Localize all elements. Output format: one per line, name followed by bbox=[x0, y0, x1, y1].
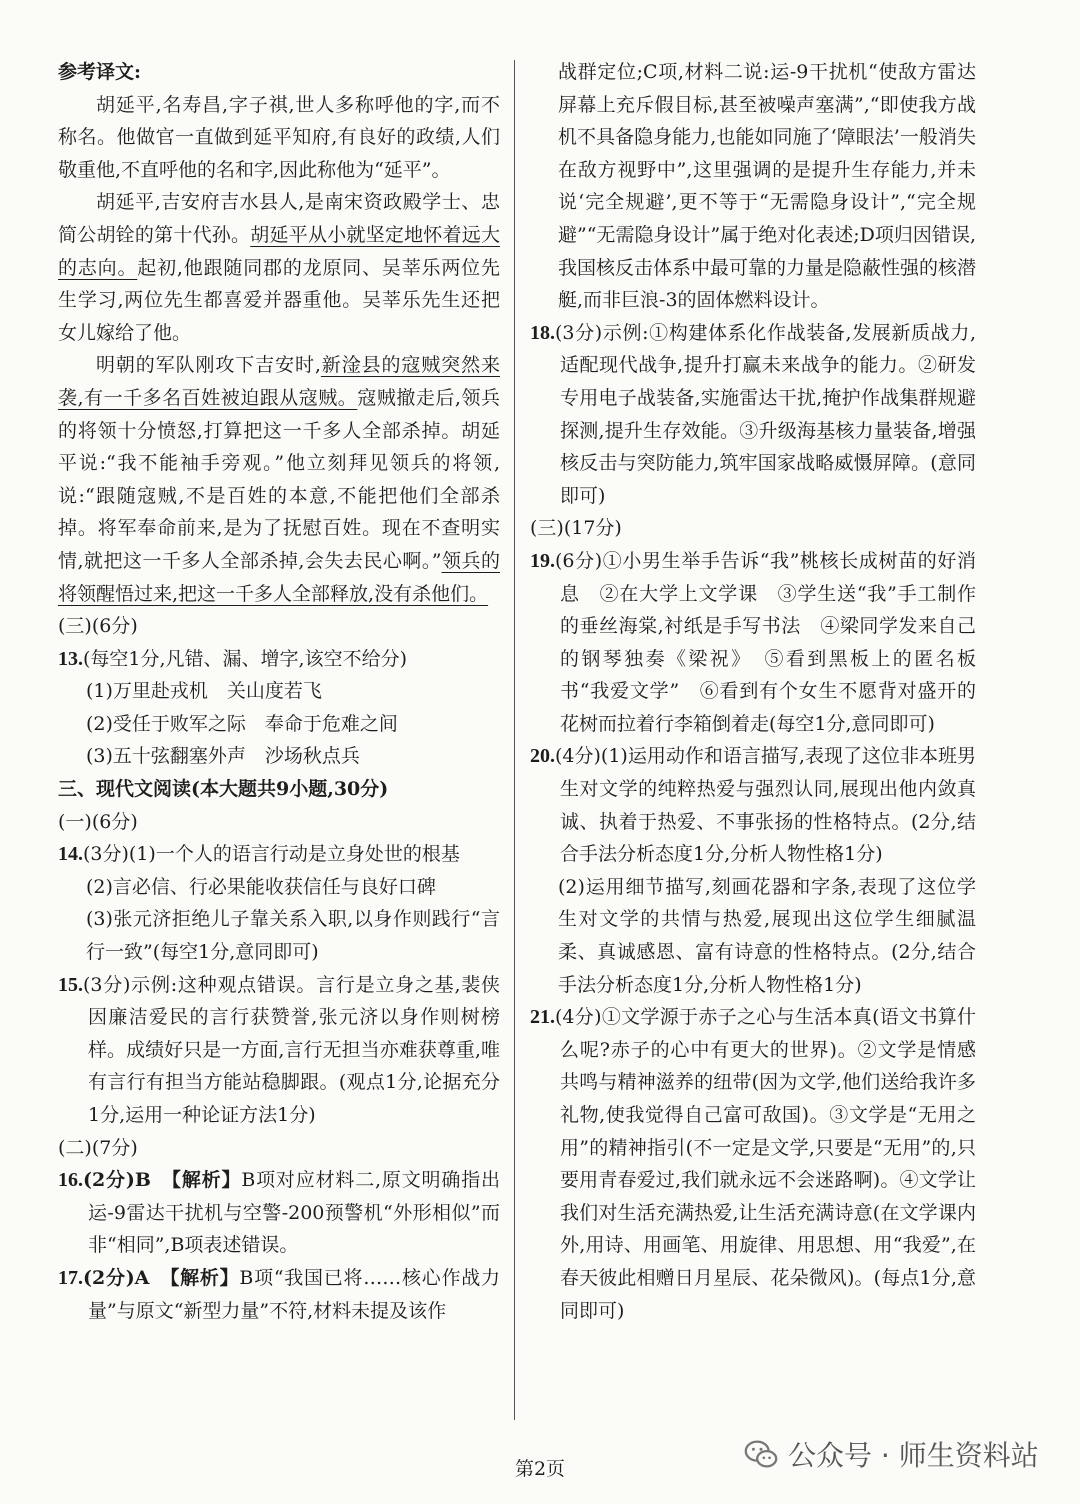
answer-17-continued: 战群定位;C项,材料二说:运-9干扰机“使敌方雷达屏幕上充斥假目标,甚至被噪声塞满”,“即使我方战机不具备隐身能力,也能如同施了‘障眼法’一般消失在敌方视野中”,这里强调的是提升生存能力,并未说‘完全规避’,更不等于“无需隐身设计”,“完全规避”“无需隐身设计”属于绝对化表述;D项归因错误,我国核反击体系中最可靠的力量是隐蔽性强的核潜艇,而非巨浪-3的固体燃料设计。 bbox=[558, 61, 977, 312]
section-title: (三)(17分) bbox=[530, 517, 622, 540]
column-divider bbox=[514, 60, 515, 1420]
answer-13 bbox=[58, 643, 500, 676]
question-number: 16. bbox=[58, 1169, 83, 1192]
answer-13-line-2: (2)受任于败军之际 奉命于危难之间 bbox=[86, 712, 398, 735]
answer-14-line-3: (3)张元济拒绝儿子靠关系入职,以身作则践行“言行一致”(每空1分,意同即可) bbox=[86, 908, 500, 964]
watermark bbox=[742, 1434, 1039, 1474]
answer-lead: (2分)A 【解析】 bbox=[83, 1266, 240, 1289]
answer-text: (3分)(1)一个人的语言行动是立身处世的根基 bbox=[83, 843, 460, 866]
wechat-icon bbox=[742, 1435, 780, 1473]
answer-20 bbox=[530, 740, 976, 870]
answer-text: (每空1分,凡错、漏、增字,该空不给分) bbox=[83, 647, 407, 670]
left-column bbox=[58, 56, 500, 1327]
question-number: 13. bbox=[58, 647, 83, 670]
answer-13-line-1: (1)万里赴戎机 关山度若飞 bbox=[86, 680, 322, 703]
section-title: (一)(6分) bbox=[58, 810, 138, 833]
answer-text: (6分)①小男生举手告诉“我”桃核长成树苗的好消息 ②在大学上文学课 ③学生送“我”手工制作的垂丝海棠,衬纸是手写书法 ④梁同学发来自己的钢琴独奏《梁祝》 ⑤看到黑板上的匿名板书“我爱文学” ⑥看到有个女生不愿背对盛开的花树而拉着行李箱倒着走(每空1分,意同即可) bbox=[555, 549, 976, 735]
underlined-sentence: 新淦县的寇贼突然来袭,有一千多名百姓被迫跟从寇贼。 bbox=[58, 354, 500, 409]
underlined-sentence: 领兵的将领醒悟过来,把这一千多人全部释放,没有杀他们。 bbox=[58, 549, 500, 605]
answer-lead: (2分)B 【解析】 bbox=[83, 1169, 242, 1192]
answer-14 bbox=[58, 838, 500, 871]
question-number: 15. bbox=[58, 973, 83, 996]
answer-text: (4分)(1)运用动作和语言描写,表现了这位非本班男生对文学的纯粹热爱与强烈认同,展现出他内敛真诚、执着于热爱、不事张扬的性格特点。(2分,结合手法分析态度1分,分析人物性格1分) bbox=[555, 745, 976, 866]
answer-20-part-2: (2)运用细节描写,刻画花器和字条,表现了这位学生对文学的共情与热爱,展现出这位学生细腻温柔、真诚感恩、富有诗意的性格特点。(2分,结合手法分析态度1分,分析人物性格1分) bbox=[558, 875, 976, 996]
answer-text: B项“我国已将……核心作战力量”与原文“新型力量”不符,材料未提及该作 bbox=[88, 1266, 500, 1322]
answer-17 bbox=[58, 1262, 500, 1327]
watermark-text: 公众号 · 师生资料站 bbox=[788, 1439, 1039, 1472]
reference-translation-title: 参考译文: bbox=[58, 61, 142, 83]
question-number: 14. bbox=[58, 843, 83, 866]
page-number: 第2页 bbox=[514, 1458, 566, 1480]
question-number: 21. bbox=[530, 1006, 555, 1029]
answer-13-line-3: (3)五十弦翻塞外声 沙场秋点兵 bbox=[86, 745, 360, 768]
answer-19 bbox=[530, 545, 976, 741]
paragraph-3-text-mid: 寇贼撤走后,领兵的将领十分愤怒,打算把这一千多人全部杀掉。胡延平说:“我不能袖手旁观。”他立刻拜见领兵的将领,说:“跟随寇贼,不是百姓的本意,不能把他们全部杀掉。将军奉命前来,是为了抚慰百姓。现在不查明实情,就把这一千多人全部杀掉,会失去民心啊。” bbox=[58, 386, 500, 572]
paragraph-3-text: 明朝的军队刚攻下吉安时, bbox=[96, 354, 321, 377]
section-title: (三)(6分) bbox=[58, 615, 138, 638]
question-number: 18. bbox=[530, 321, 555, 344]
section-title: (二)(7分) bbox=[58, 1136, 138, 1159]
translation-paragraph-1: 胡延平,名寿昌,字子祺,世人多称呼他的字,而不称名。他做官一直做到延平知府,有良好的政绩,人们敬重他,不直呼他的名和字,因此称他为“延平”。 bbox=[58, 93, 500, 181]
answer-21 bbox=[530, 1001, 976, 1327]
question-number: 19. bbox=[530, 549, 555, 572]
right-column bbox=[530, 56, 976, 1327]
answer-text: (3分)示例:①构建体系化作战装备,发展新质战力,适配现代战争,提升打赢未来战争的能力。②研发专用电子战装备,实施雷达干扰,掩护作战集群规避探测,提升生存效能。③升级海基核力量装备,增强核反击与突防能力,筑牢国家战略威慑屏障。(意同即可) bbox=[555, 321, 976, 507]
translation-paragraph-2 bbox=[58, 186, 500, 349]
answer-16 bbox=[58, 1164, 500, 1262]
answer-text: (3分)示例:这种观点错误。言行是立身之基,裴侠因廉洁爱民的言行获赞誉,张元济以身作则树榜样。成绩好只是一方面,言行无担当亦难获尊重,唯有言行有担当方能站稳脚跟。(观点1分,论据充分1分,运用一种论证方法1分) bbox=[83, 973, 500, 1126]
answer-text: B项对应材料二,原文明确指出运-9雷达干扰机与空警-200预警机“外形相似”而非“相同”,B项表述错误。 bbox=[88, 1169, 500, 1257]
answer-15 bbox=[58, 969, 500, 1132]
paragraph-2-text-end: 起初,他跟随同郡的龙原同、吴莘乐两位先生学习,两位先生都喜爱并器重他。吴莘乐先生还把女儿嫁给了他。 bbox=[58, 256, 500, 344]
question-number: 20. bbox=[530, 745, 555, 768]
section-heading: 三、现代文阅读(本大题共9小题,30分) bbox=[58, 778, 389, 801]
answer-text: (4分)①文学源于赤子之心与生活本真(语文书算什么呢?赤子的心中有更大的世界)。②文学是情感共鸣与精神滋养的纽带(因为文学,他们送给我许多礼物,使我觉得自己富可敌国)。③文学是“无用之用”的精神指引(不一定是文学,只要是“无用”的,只要用青春爱过,我们就永远不会迷路啊)。④文学让我们对生活充满热爱,让生活充满诗意(在文学课内外,用诗、用画笔、用旋律、用思想、用“我爱”,在春天彼此相赠日月星辰、花朵微风)。(每点1分,意同即可) bbox=[555, 1006, 976, 1322]
translation-paragraph-3 bbox=[58, 349, 500, 610]
answer-18 bbox=[530, 317, 976, 513]
paragraph-2-text: 胡延平,吉安府吉水县人,是南宋资政殿学士、忠简公胡铨的第十代孙。 bbox=[58, 191, 500, 246]
question-number: 17. bbox=[58, 1266, 83, 1289]
answer-14-line-2: (2)言必信、行必果能收获信任与良好口碑 bbox=[86, 875, 436, 898]
underlined-sentence: 胡延平从小就坚定地怀着远大的志向。 bbox=[58, 223, 500, 279]
